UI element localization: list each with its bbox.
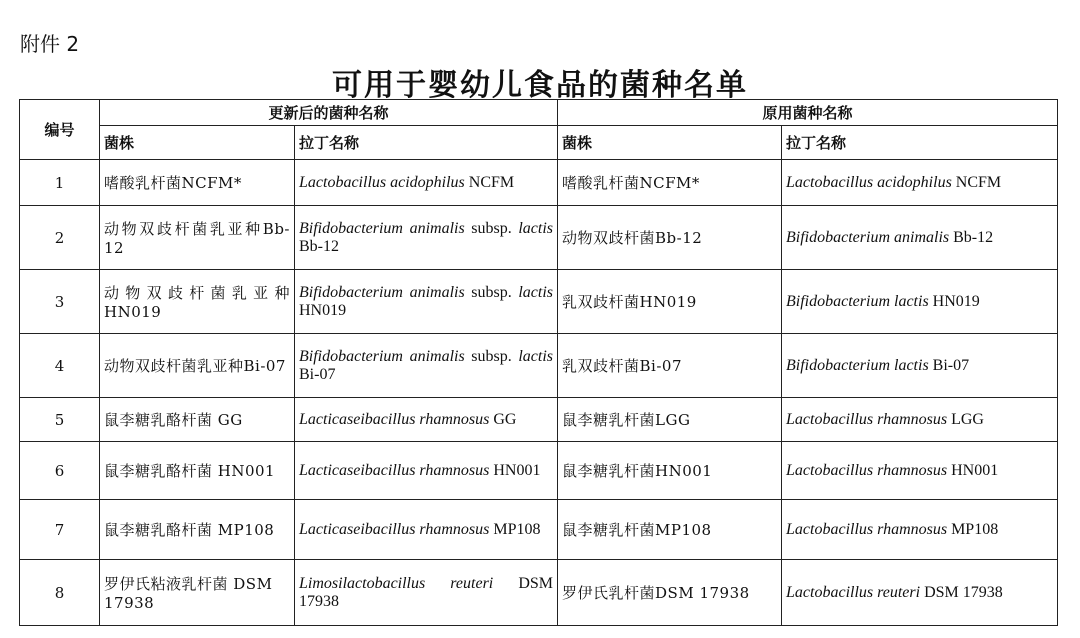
strain-cell: 嗜酸乳杆菌NCFM* — [100, 160, 295, 206]
latin-cell: Bifidobacterium animalis subsp. lactis Bb-12 — [295, 206, 558, 270]
strain-cell: 鼠李糖乳酪杆菌 HN001 — [100, 442, 295, 500]
orig-latin-cell: Bifidobacterium lactis Bi-07 — [782, 334, 1058, 398]
orig-strain-cell: 鼠李糖乳杆菌HN001 — [558, 442, 782, 500]
strain-cell: 动物双歧杆菌乳亚种HN019 — [100, 270, 295, 334]
row-number: 2 — [20, 206, 100, 270]
row-number: 6 — [20, 442, 100, 500]
orig-strain-cell: 乳双歧杆菌Bi-07 — [558, 334, 782, 398]
orig-latin-cell: Lactobacillus acidophilus NCFM — [782, 160, 1058, 206]
latin-cell: Lactobacillus acidophilus NCFM — [295, 160, 558, 206]
orig-latin-cell: Lactobacillus rhamnosus HN001 — [782, 442, 1058, 500]
table-row — [20, 560, 1058, 626]
latin-cell: Bifidobacterium animalis subsp. lactis HN019 — [295, 270, 558, 334]
orig-latin-cell: Lactobacillus rhamnosus MP108 — [782, 500, 1058, 560]
orig-strain-cell: 乳双歧杆菌HN019 — [558, 270, 782, 334]
orig-strain-cell: 动物双歧杆菌Bb-12 — [558, 206, 782, 270]
table-row — [20, 270, 1058, 334]
latin-cell: Lacticaseibacillus rhamnosus MP108 — [295, 500, 558, 560]
orig-strain-cell: 鼠李糖乳杆菌MP108 — [558, 500, 782, 560]
orig-latin-cell: Lactobacillus rhamnosus LGG — [782, 398, 1058, 442]
strain-cell: 鼠李糖乳酪杆菌 MP108 — [100, 500, 295, 560]
orig-latin-cell: Bifidobacterium animalis Bb-12 — [782, 206, 1058, 270]
latin-cell: Bifidobacterium animalis subsp. lactis Bi-07 — [295, 334, 558, 398]
table-row — [20, 160, 1058, 206]
header-latin: 拉丁名称 — [295, 126, 558, 160]
table-row — [20, 206, 1058, 270]
header-orig-latin: 拉丁名称 — [782, 126, 1058, 160]
header-orig-strain: 菌株 — [558, 126, 782, 160]
strain-cell: 罗伊氏粘液乳杆菌 DSM 17938 — [100, 560, 295, 626]
page-title: 可用于婴幼儿食品的菌种名单 — [332, 68, 748, 103]
table-row — [20, 334, 1058, 398]
row-number: 7 — [20, 500, 100, 560]
latin-cell: Lacticaseibacillus rhamnosus GG — [295, 398, 558, 442]
header-updated-group: 更新后的菌种名称 — [100, 100, 558, 126]
header-original-group: 原用菌种名称 — [558, 100, 1058, 126]
row-number: 4 — [20, 334, 100, 398]
orig-strain-cell: 嗜酸乳杆菌NCFM* — [558, 160, 782, 206]
table-row — [20, 500, 1058, 560]
strain-cell: 鼠李糖乳酪杆菌 GG — [100, 398, 295, 442]
orig-latin-cell: Bifidobacterium lactis HN019 — [782, 270, 1058, 334]
table-row — [20, 442, 1058, 500]
strain-cell: 动物双歧杆菌乳亚种Bb-12 — [100, 206, 295, 270]
table-row — [20, 398, 1058, 442]
header-number: 编号 — [20, 100, 100, 160]
orig-latin-cell: Lactobacillus reuteri DSM 17938 — [782, 560, 1058, 626]
latin-cell: Lacticaseibacillus rhamnosus HN001 — [295, 442, 558, 500]
attachment-label: 附件 2 — [20, 32, 80, 56]
row-number: 3 — [20, 270, 100, 334]
row-number: 8 — [20, 560, 100, 626]
header-strain: 菌株 — [100, 126, 295, 160]
strain-cell: 动物双歧杆菌乳亚种Bi-07 — [100, 334, 295, 398]
orig-strain-cell: 罗伊氏乳杆菌DSM 17938 — [558, 560, 782, 626]
latin-cell: Limosilactobacillus reuteri DSM 17938 — [295, 560, 558, 626]
row-number: 5 — [20, 398, 100, 442]
row-number: 1 — [20, 160, 100, 206]
orig-strain-cell: 鼠李糖乳杆菌LGG — [558, 398, 782, 442]
strain-table — [19, 99, 1058, 626]
